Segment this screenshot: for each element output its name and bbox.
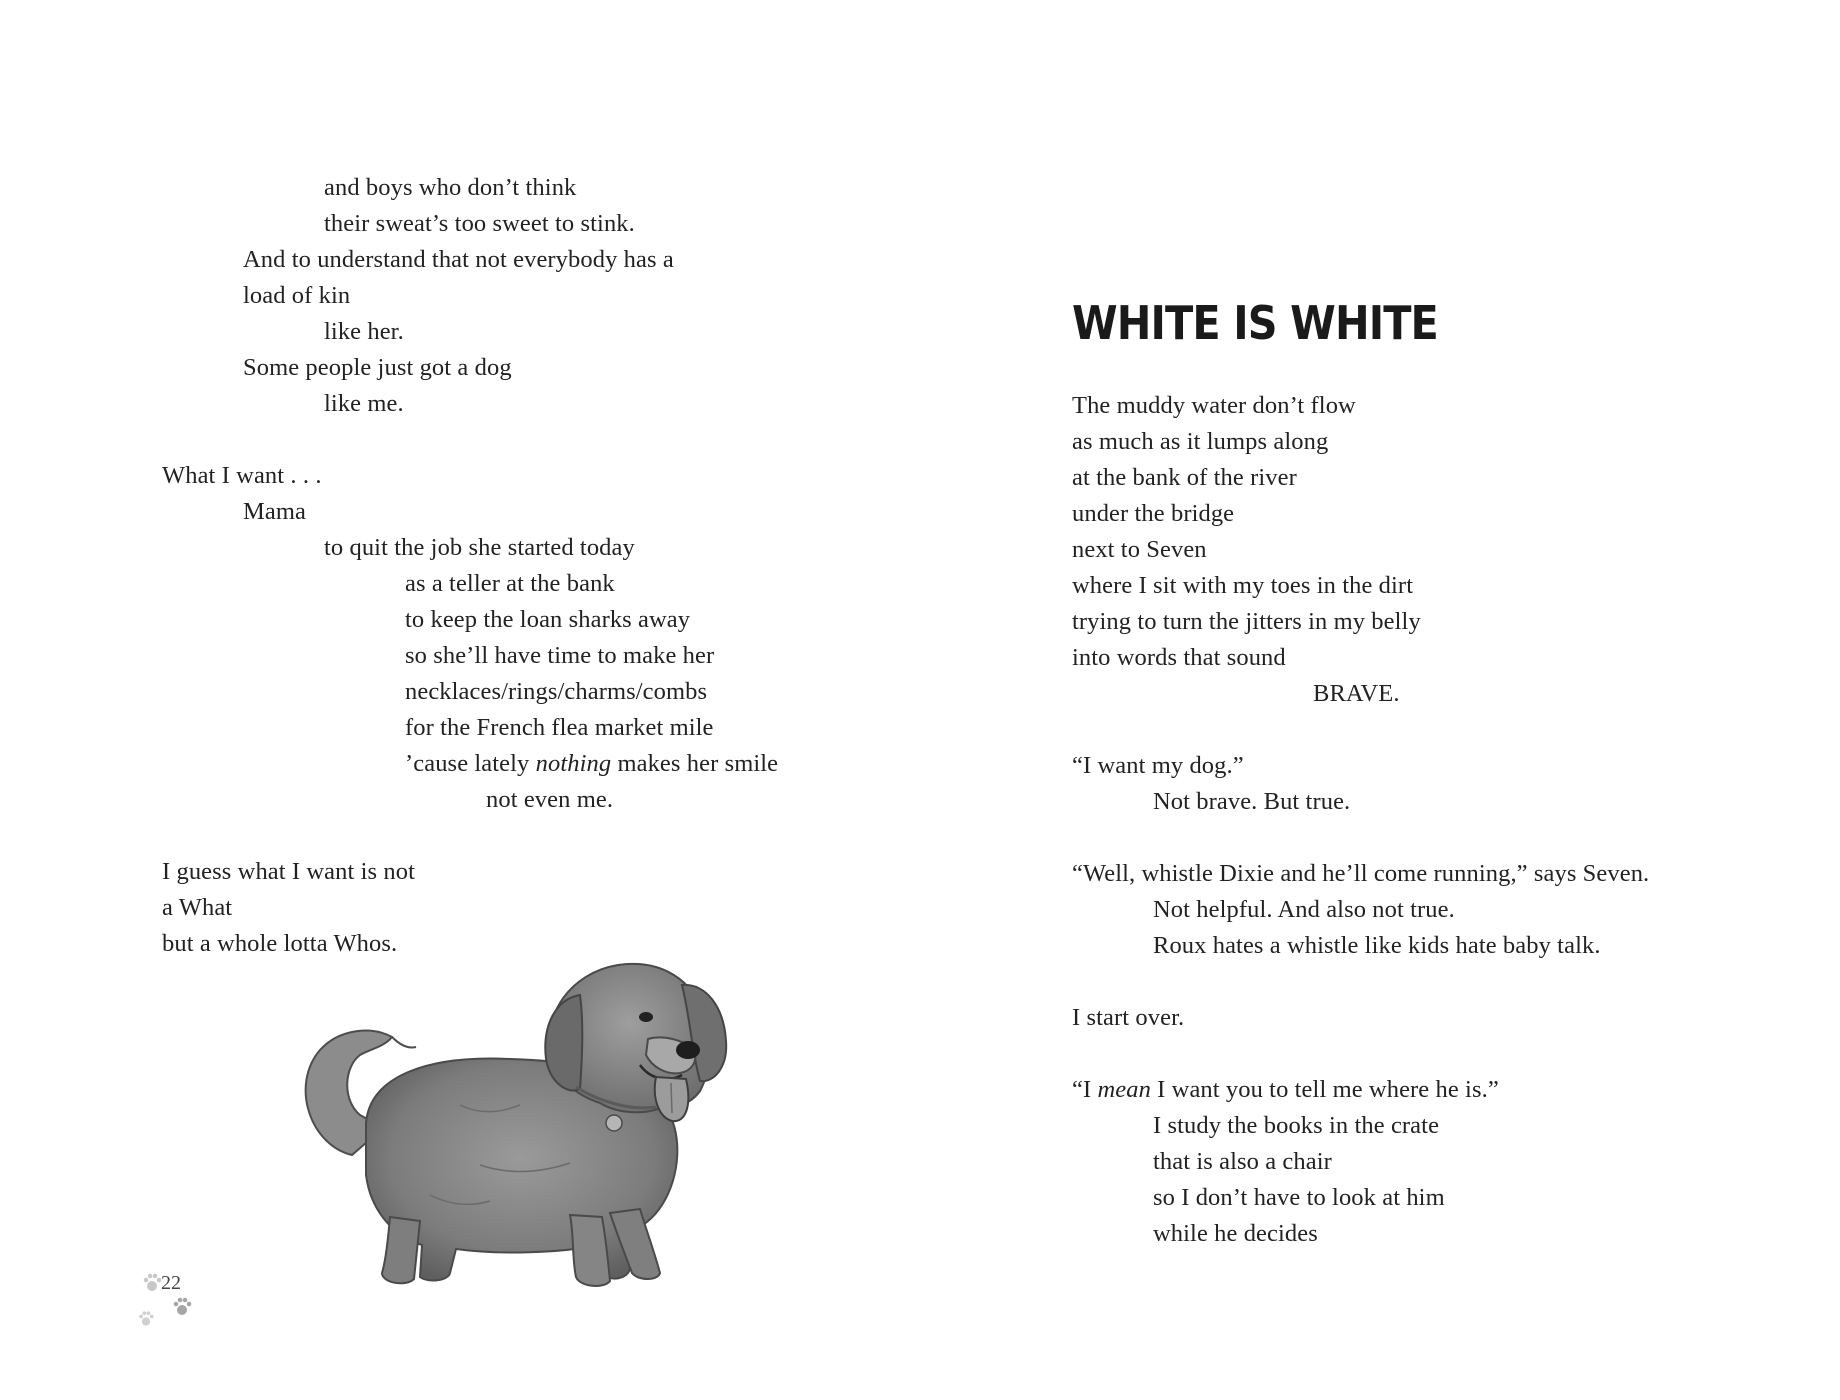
- poem-line: that is also a chair: [1153, 1148, 1332, 1175]
- line-text: I want you to tell me where he is.”: [1150, 1076, 1499, 1103]
- poem-line: for the French flea market mile: [405, 714, 714, 741]
- poem-line: [162, 746, 778, 782]
- poem-line: I guess what I want is not: [162, 858, 416, 885]
- poem-line: I study the books in the crate: [1153, 1112, 1440, 1139]
- poem-line: necklaces/rings/charms/combs: [405, 678, 708, 705]
- poem-line: as much as it lumps along: [1072, 428, 1329, 455]
- paw-print-icon: [141, 1272, 163, 1294]
- right-page: [920, 0, 1840, 1400]
- right-poem: [1072, 388, 1649, 1252]
- emphasis-text: mean: [1097, 1076, 1151, 1103]
- poem-line: at the bank of the river: [1072, 464, 1297, 491]
- poem-line: into words that sound: [1072, 644, 1286, 671]
- line-text: “I: [1072, 1076, 1098, 1103]
- poem-line: Not helpful. And also not true.: [1153, 896, 1455, 923]
- poem-line: “I want my dog.”: [1072, 752, 1244, 779]
- poem-line: The muddy water don’t flow: [1072, 392, 1356, 419]
- poem-line: BRAVE.: [1313, 680, 1400, 707]
- folio: [137, 1266, 217, 1336]
- poem-line: so I don’t have to look at him: [1153, 1184, 1445, 1211]
- poem-line: What I want . . .: [162, 462, 322, 489]
- stanza-break: [1072, 1036, 1649, 1072]
- poem-line: to keep the loan sharks away: [405, 606, 691, 633]
- poem-line: their sweat’s too sweet to stink.: [324, 210, 635, 237]
- poem-line: “Well, whistle Dixie and he’ll come running,” says Seven.: [1072, 860, 1650, 887]
- stanza-break: [1072, 820, 1649, 856]
- line-text: makes her smile: [611, 750, 779, 777]
- poem-line: load of kin: [243, 282, 351, 309]
- poem-title: WHITE IS WHITE: [1072, 296, 1438, 350]
- paw-print-icon: [137, 1310, 155, 1328]
- poem-line: like me.: [324, 390, 404, 417]
- left-poem: [162, 170, 778, 962]
- poem-line: to quit the job she started today: [324, 534, 635, 561]
- stanza-break: [162, 422, 778, 458]
- stanza-break: [162, 818, 778, 854]
- poem-line: Some people just got a dog: [243, 354, 512, 381]
- poem-line: And to understand that not everybody has a: [243, 246, 674, 273]
- poem-line: Roux hates a whistle like kids hate baby talk.: [1153, 932, 1601, 959]
- poem-line: while he decides: [1153, 1220, 1318, 1247]
- page-number: 22: [161, 1272, 181, 1294]
- dog-illustration: [280, 955, 760, 1305]
- poem-line: under the bridge: [1072, 500, 1235, 527]
- poem-line: not even me.: [486, 786, 614, 813]
- stanza-break: [1072, 964, 1649, 1000]
- poem-line: trying to turn the jitters in my belly: [1072, 608, 1421, 635]
- emphasis-text: nothing: [535, 750, 612, 777]
- poem-line: [1072, 1072, 1649, 1108]
- poem-line: where I sit with my toes in the dirt: [1072, 572, 1414, 599]
- poem-line: a What: [162, 894, 233, 921]
- poem-line: Mama: [243, 498, 306, 525]
- poem-line: Not brave. But true.: [1153, 788, 1351, 815]
- poem-line: as a teller at the bank: [405, 570, 615, 597]
- poem-line: but a whole lotta Whos.: [162, 930, 398, 957]
- stanza-break: [1072, 712, 1649, 748]
- poem-line: next to Seven: [1072, 536, 1207, 563]
- line-text: ’cause lately: [405, 750, 536, 777]
- poem-line: I start over.: [1072, 1004, 1185, 1031]
- paw-print-icon: [171, 1296, 193, 1318]
- poem-line: so she’ll have time to make her: [405, 642, 715, 669]
- poem-line: and boys who don’t think: [324, 174, 577, 201]
- poem-line: like her.: [324, 318, 404, 345]
